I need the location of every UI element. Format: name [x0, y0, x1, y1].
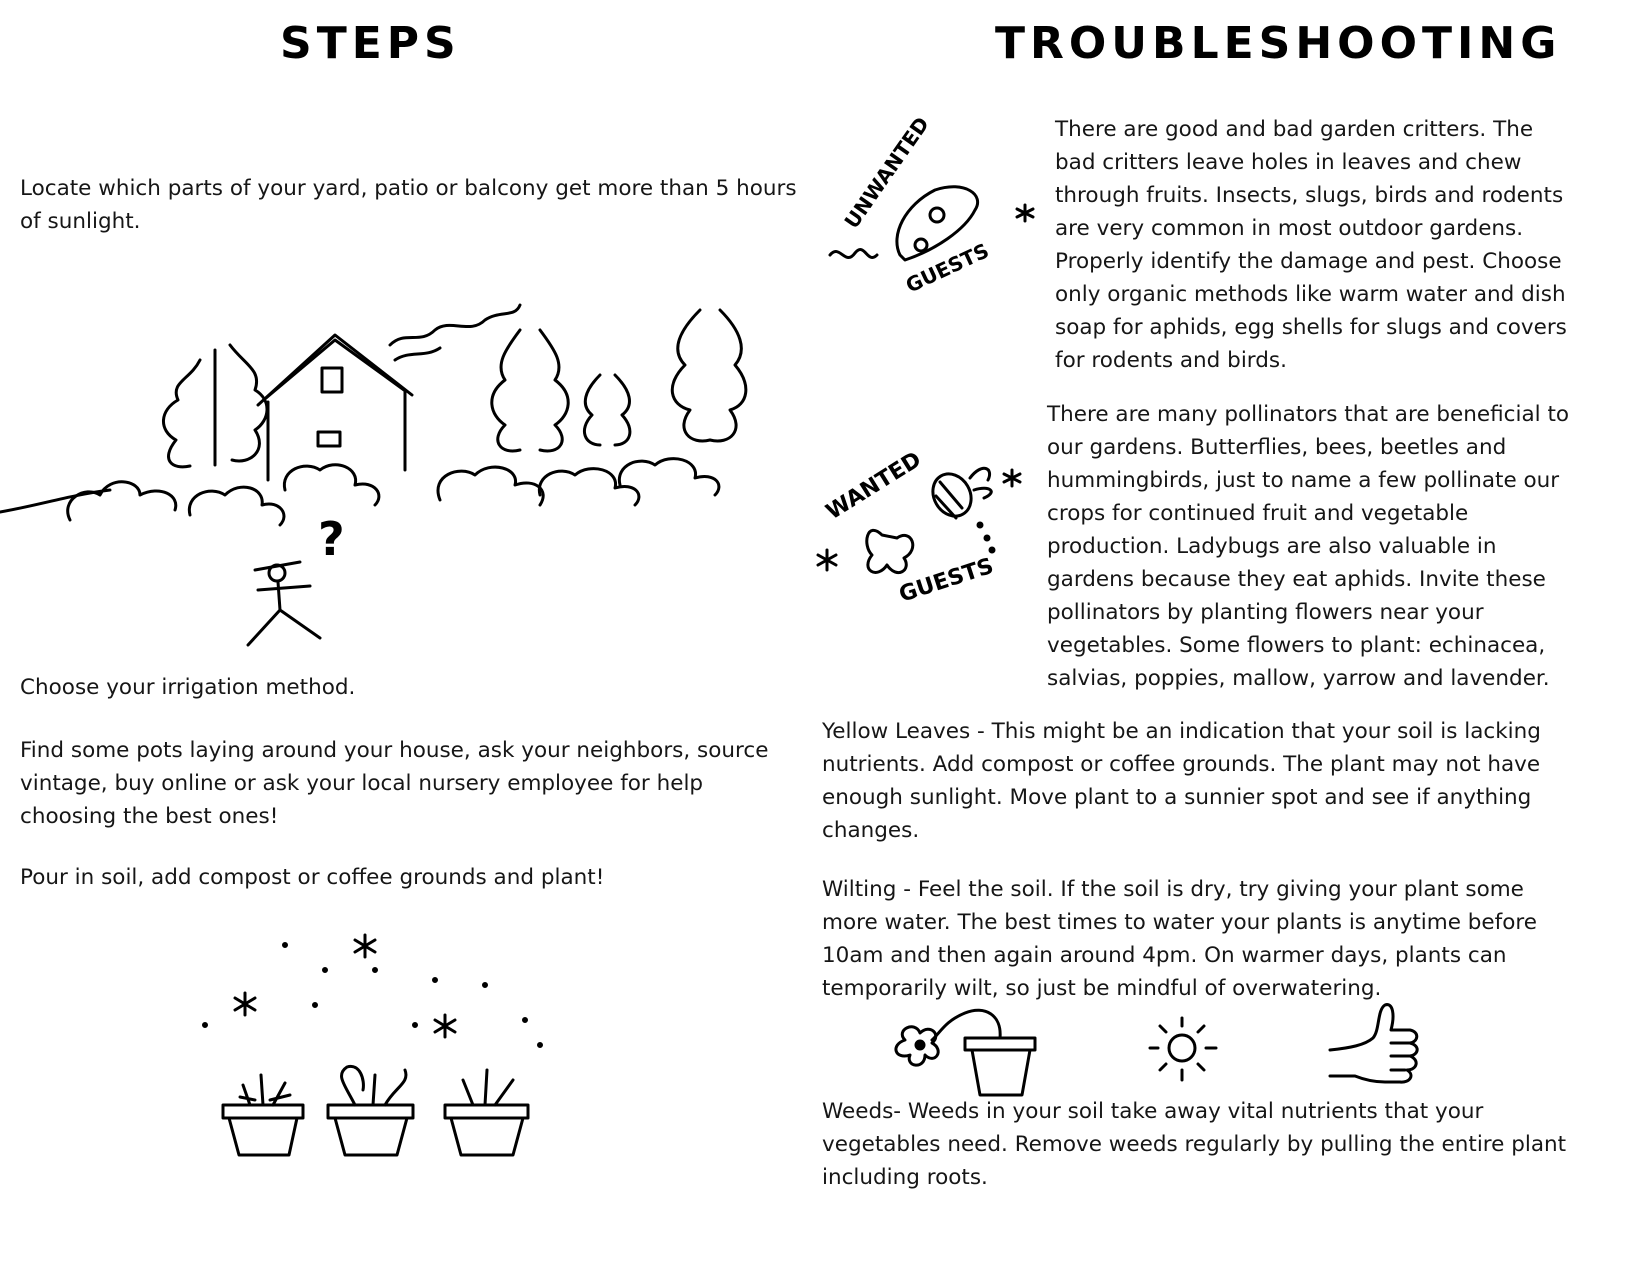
unwanted-guests-leaf-icon — [825, 112, 1040, 305]
unwanted-guests-text — [1055, 113, 1575, 377]
steps-title: STEPS — [280, 18, 461, 69]
svg-text:?: ? — [318, 512, 345, 566]
wanted-text: There are many pollinators that are beneficial to our gardens. Butterflies, bees, beetles and hummingbirds, just to name a few pollinate our crops for continued fruit and vegetable production. Ladybugs are also valuable in gardens because they eat aphids. Invite these pollinators by planting flowers near your vegetables. Some flowers to plant: echinacea, salvias, poppies, mallow, yarrow and lavender. — [1047, 402, 1570, 691]
wanted-guests-text — [1047, 398, 1572, 695]
unwanted-label: UNWANTED — [839, 112, 934, 233]
thumbs-up-icon — [1325, 1000, 1425, 1090]
three-pots-illustration — [195, 925, 555, 1165]
unwanted-text: There are good and bad garden critters. The bad critters leave holes in leaves and chew through fruits. Insects, slugs, birds and rodents are very common in most outdoor gardens. Properly identify the damage and pest. Choose only organic methods like warm water and dish soap for aphids, egg shells for slugs and covers for rodents and birds. — [1055, 117, 1567, 373]
sun-icon — [1140, 1008, 1230, 1093]
yellow-leaves-text: Yellow Leaves - This might be an indication that your soil is lacking nutrients. Add compost or coffee grounds. The plant may not have enough sunlight. Move plant to a sunnier spot and see if anything changes. — [822, 719, 1541, 843]
step-soil: Pour in soil, add compost or coffee grounds and plant! — [20, 865, 605, 890]
wilting-text: Wilting - Feel the soil. If the soil is dry, try giving your plant some more water. The best times to water your plants is anytime before 10am and then again around 4pm. On warmer days, plants can temporarily wilt, so just be mindful of overwatering. — [822, 877, 1537, 1001]
wanted-label: WANTED — [821, 447, 926, 526]
wanted-guests-bee-butterfly-icon — [812, 430, 1042, 615]
troubleshooting-title: TROUBLESHOOTING — [995, 18, 1562, 69]
guests-label-unwanted: GUESTS — [901, 238, 993, 298]
step-pots: Find some pots laying around your house, ask your neighbors, source vintage, buy online or ask your local nursery employee for help choosing the best ones! — [20, 738, 769, 829]
wilting-flower-pot-icon — [890, 1005, 1045, 1100]
weeds-text: Weeds- Weeds in your soil take away vital nutrients that your vegetables need. Remove weeds regularly by pulling the entire plant including roots. — [822, 1099, 1567, 1190]
house-trees-illustration — [0, 290, 760, 660]
step-irrigation: Choose your irrigation method. — [20, 675, 356, 700]
guests-label-wanted: GUESTS — [896, 553, 997, 608]
step-sunlight: Locate which parts of your yard, patio or balcony get more than 5 hours of sunlight. — [20, 176, 797, 234]
